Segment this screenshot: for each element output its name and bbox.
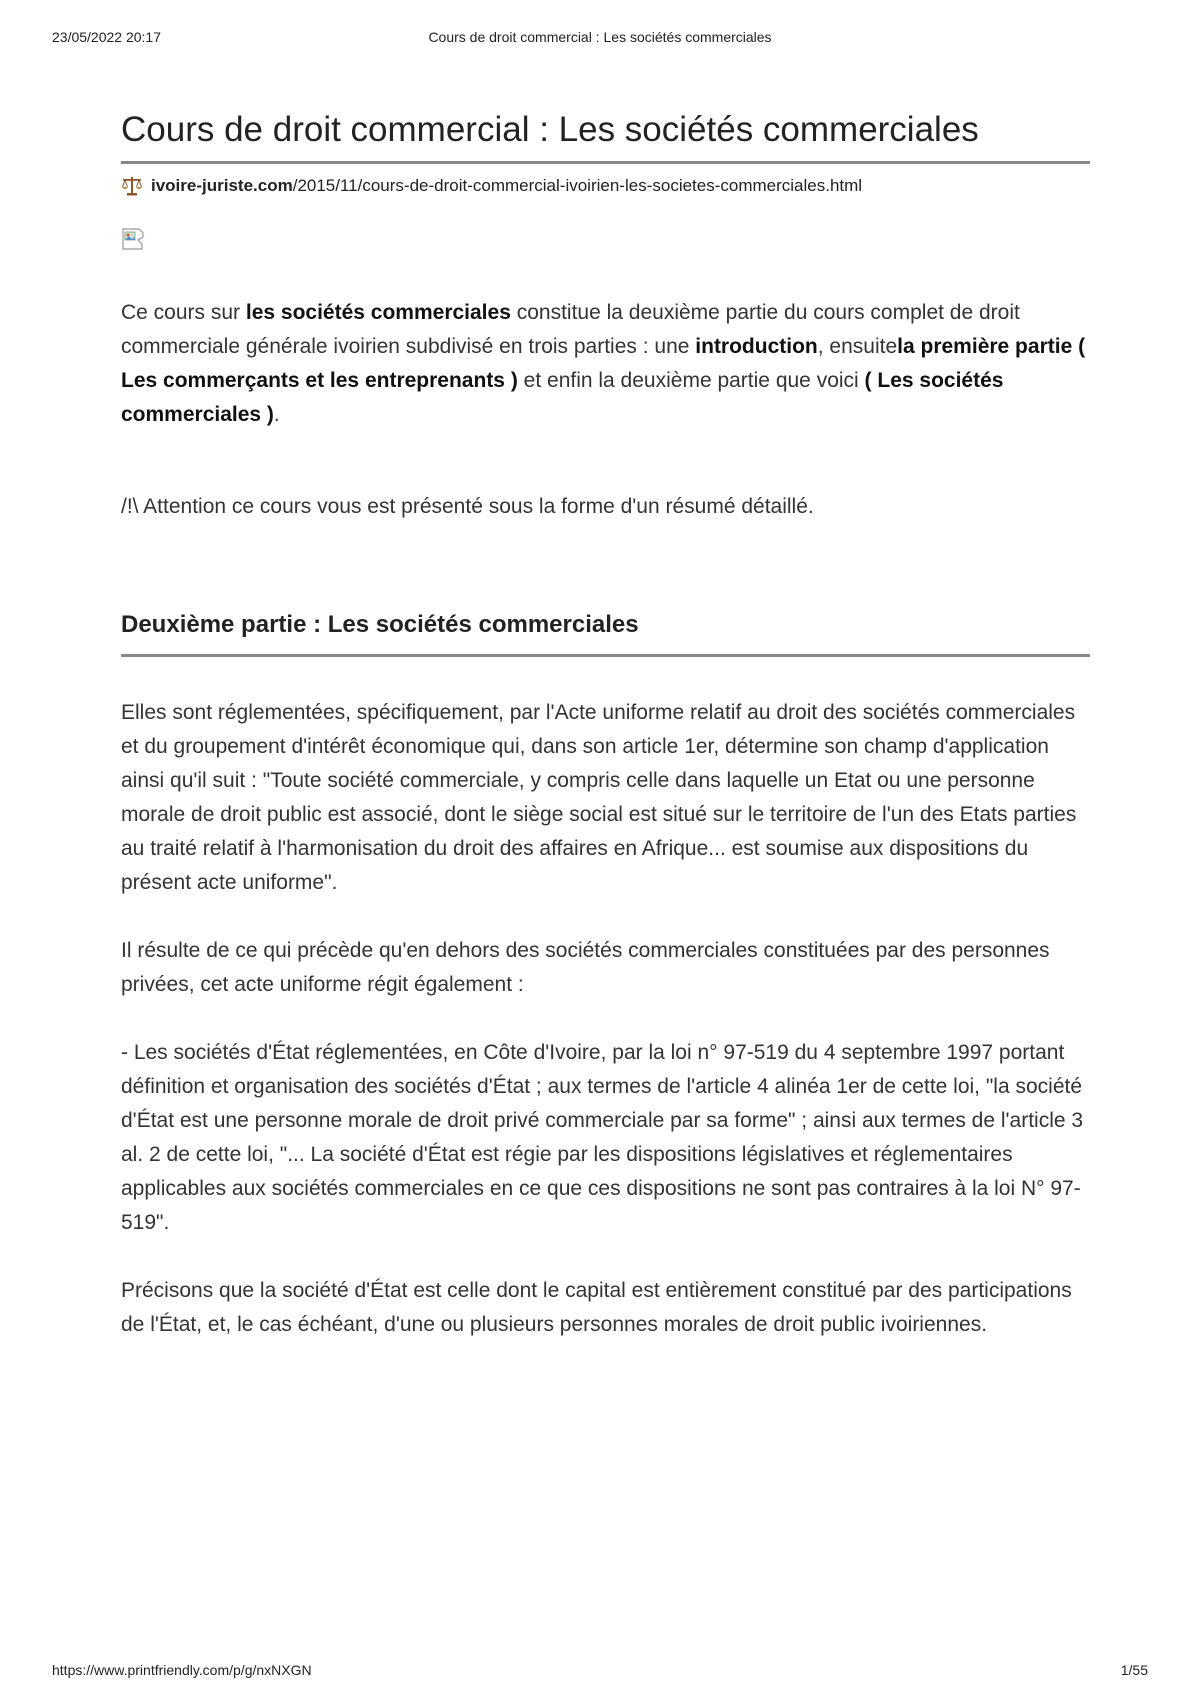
body-paragraph: Il résulte de ce qui précède qu'en dehors des sociétés commerciales constituées par des personnes privées, cet acte uniforme régit également : (121, 939, 1050, 996)
page-number: 1/55 (1120, 1662, 1148, 1678)
intro-text: et enfin la deuxième partie que voici (517, 369, 865, 392)
body-paragraph: - Les sociétés d'État réglementées, en Côte d'Ivoire, par la loi n° 97-519 du 4 septembre 1997 portant définition et organisation des sociétés d'État ; aux termes de l'article 4 alinéa 1er de cette loi, "la société d'État est une personne morale de droit privé commerciale par sa forme" ; ainsi aux termes de l'article 3 al. 2 de cette loi, "... La société d'État est régie par les dispositions législatives et réglementaires applicables aux sociétés commerciales en ce que ces dispositions ne sont pas contraires à la loi N° 97-519". (121, 1041, 1084, 1234)
section-heading: Deuxième partie : Les sociétés commerciales (121, 608, 1090, 657)
print-footer (52, 1662, 1148, 1682)
source-path: /2015/11/cours-de-droit-commercial-ivoirien-les-societes-commerciales.html (292, 176, 863, 195)
intro-text: . (273, 403, 280, 426)
intro-paragraph (121, 296, 1090, 432)
intro-text: constitue la deuxième partie du cours complet de droit commerciale générale ivoirien subdivisé en trois parties : une (121, 301, 1020, 358)
article-title: Cours de droit commercial : Les sociétés commerciales (121, 108, 1090, 164)
intro-bold: ( Les sociétés commerciales ) (121, 369, 1004, 426)
scale-of-justice-icon (121, 175, 143, 197)
body-paragraph: Précisons que la société d'État est celle dont le capital est entièrement constitué par des participations de l'État, et, le cas échéant, d'une ou plusieurs personnes morales de droit public ivoiriennes. (121, 1279, 1072, 1336)
intro-bold: introduction (695, 335, 818, 358)
warning-notice: /!\ Attention ce cours vous est présenté sous la forme d'un résumé détaillé. (121, 495, 814, 518)
intro-text: Ce cours sur (121, 301, 246, 324)
print-header-title: Cours de droit commercial : Les sociétés commerciales (428, 29, 772, 45)
source-link[interactable] (151, 176, 862, 196)
source-line (121, 174, 1090, 198)
print-header (52, 29, 1148, 49)
article (121, 108, 1090, 1342)
source-domain: ivoire-juriste.com (151, 176, 293, 195)
intro-bold: les sociétés commerciales (245, 301, 511, 324)
print-datetime: 23/05/2022 20:17 (52, 29, 161, 45)
intro-text: , ensuite (817, 335, 898, 358)
intro-bold: la première partie ( Les commerçants et les entreprenants ) (121, 335, 1086, 392)
broken-image-icon (121, 226, 147, 252)
print-footer-url: https://www.printfriendly.com/p/g/nxNXGN (52, 1662, 312, 1678)
body-paragraph: Elles sont réglementées, spécifiquement, par l'Acte uniforme relatif au droit des sociétés commerciales et du groupement d'intérêt économique qui, dans son article 1er, détermine son champ d'application ainsi qu'il suit : "Toute société commerciale, y compris celle dans laquelle un Etat ou une personne morale de droit public est associé, dont le siège social est situé sur le territoire de l'un des Etats parties au traité relatif à l'harmonisation du droit des affaires en Afrique... est soumise aux dispositions du présent acte uniforme". (121, 701, 1077, 894)
